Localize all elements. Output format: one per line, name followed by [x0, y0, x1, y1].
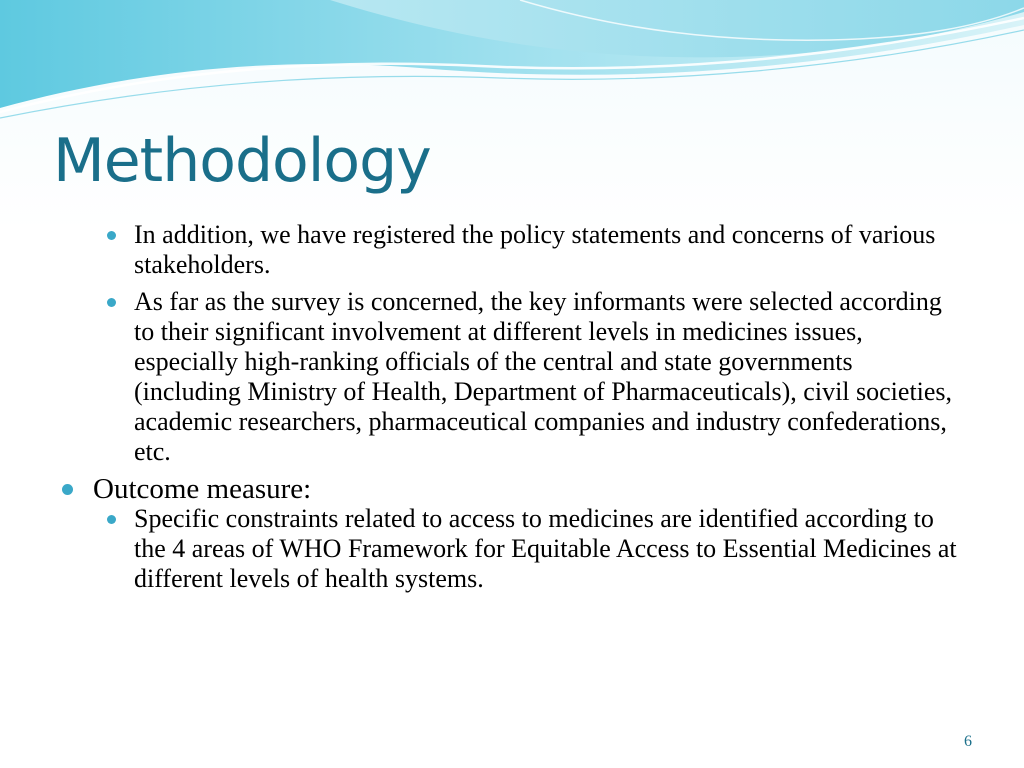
bullet-text: In addition, we have registered the policy statements and concerns of various stakeholders. — [134, 220, 936, 279]
bullet-dot-icon — [107, 298, 116, 307]
bullet-dot-icon — [107, 231, 116, 240]
bullet-dot-icon — [62, 484, 73, 495]
slide-body — [60, 220, 960, 601]
bullet-item — [60, 474, 960, 504]
header-wave-decoration — [0, 0, 1024, 130]
bullet-dot-icon — [107, 515, 116, 524]
bullet-item — [103, 220, 960, 280]
bullet-text: Outcome measure: — [93, 473, 312, 505]
bullet-item — [103, 504, 960, 594]
bullet-text: Specific constraints related to access to medicines are identified according to the 4 areas of WHO Framework for Equitable Access to Essential Medicines at different levels of health systems. — [134, 504, 957, 593]
bullet-text: As far as the survey is concerned, the key informants were selected according to their significant involvement at different levels in medicines issues, especially high-ranking officials of the central and state governments (including Ministry of Health, Department of Pharmaceuticals), civil societies, academic researchers, pharmaceutical companies and industry confederations, etc. — [134, 287, 953, 466]
slide-title: Methodology — [53, 126, 431, 196]
page-number: 6 — [964, 733, 972, 750]
bullet-item — [103, 287, 960, 467]
